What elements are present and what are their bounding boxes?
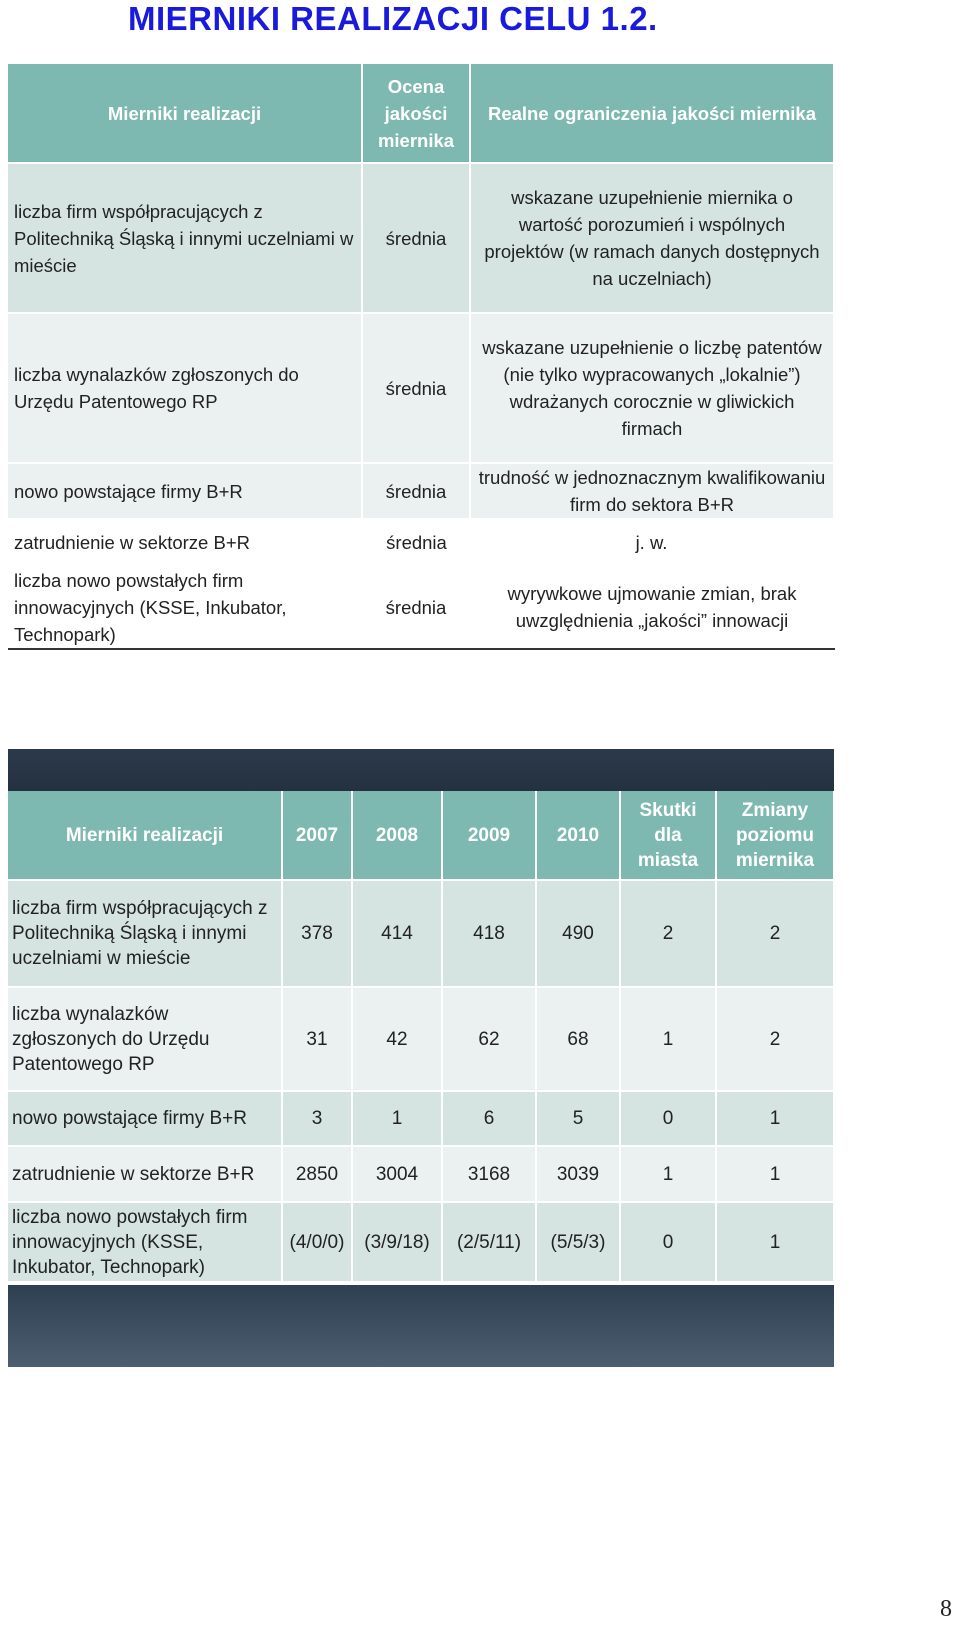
value-2008: 1 (352, 1091, 442, 1146)
page-title: MIERNIKI REALIZACJI CELU 1.2. (128, 0, 658, 37)
rating-cell: średnia (362, 565, 470, 649)
quality-table-header (8, 64, 834, 163)
header-2009: 2009 (442, 791, 536, 880)
limitation-cell: j. w. (470, 519, 834, 565)
table-row (8, 565, 834, 649)
slide-band-bottom (8, 1285, 834, 1367)
table-row (8, 880, 834, 987)
header-measures: Mierniki realizacji (8, 791, 282, 880)
changes-cell: 1 (716, 1146, 834, 1202)
value-2010: 5 (536, 1091, 620, 1146)
measure-cell: nowo powstające firmy B+R (8, 463, 362, 519)
value-2007: 2850 (282, 1146, 352, 1202)
page-number: 8 (940, 1596, 952, 1622)
header-measures: Mierniki realizacji (8, 64, 362, 163)
header-2010: 2010 (536, 791, 620, 880)
header-limitations: Realne ograniczenia jakości miernika (470, 64, 834, 163)
slide-band-top (8, 749, 834, 791)
values-table (8, 791, 835, 1283)
value-2008: 3004 (352, 1146, 442, 1202)
table-row (8, 1091, 834, 1146)
value-2009: 3168 (442, 1146, 536, 1202)
table-row (8, 519, 834, 565)
value-2007: (4/0/0) (282, 1202, 352, 1282)
value-2009: 418 (442, 880, 536, 987)
measure-cell: zatrudnienie w sektorze B+R (8, 519, 362, 565)
effects-cell: 2 (620, 880, 716, 987)
value-2010: (5/5/3) (536, 1202, 620, 1282)
table-row (8, 1146, 834, 1202)
value-2009: 62 (442, 987, 536, 1091)
effects-cell: 0 (620, 1091, 716, 1146)
table-row (8, 1202, 834, 1282)
effects-cell: 0 (620, 1202, 716, 1282)
changes-cell: 2 (716, 880, 834, 987)
measure-cell: liczba firm współpracujących z Politechniką Śląską i innymi uczelniami w mieście (8, 163, 362, 313)
value-2010: 3039 (536, 1146, 620, 1202)
rating-cell: średnia (362, 313, 470, 463)
header-2007: 2007 (282, 791, 352, 880)
measure-cell: zatrudnienie w sektorze B+R (8, 1146, 282, 1202)
effects-cell: 1 (620, 987, 716, 1091)
effects-cell: 1 (620, 1146, 716, 1202)
values-table-header (8, 791, 834, 880)
value-2009: (2/5/11) (442, 1202, 536, 1282)
measure-cell: liczba nowo powstałych firm innowacyjnych (KSSE, Inkubator, Technopark) (8, 1202, 282, 1282)
value-2007: 31 (282, 987, 352, 1091)
limitation-cell: wskazane uzupełnienie miernika o wartość porozumień i wspólnych projektów (w ramach danych dostępnych na uczelniach) (470, 163, 834, 313)
value-2007: 378 (282, 880, 352, 987)
value-2010: 490 (536, 880, 620, 987)
measure-cell: liczba firm współpracujących z Politechniką Śląską i innymi uczelniami w mieście (8, 880, 282, 987)
changes-cell: 2 (716, 987, 834, 1091)
limitation-cell: wyrywkowe ujmowanie zmian, brak uwzględnienia „jakości” innowacji (470, 565, 834, 649)
header-changes: Zmiany poziomu miernika (716, 791, 834, 880)
value-2010: 68 (536, 987, 620, 1091)
table-row (8, 987, 834, 1091)
limitation-cell: trudność w jednoznacznym kwalifikowaniu firm do sektora B+R (470, 463, 834, 519)
value-2008: (3/9/18) (352, 1202, 442, 1282)
changes-cell: 1 (716, 1202, 834, 1282)
value-2008: 42 (352, 987, 442, 1091)
changes-cell: 1 (716, 1091, 834, 1146)
measure-cell: nowo powstające firmy B+R (8, 1091, 282, 1146)
rating-cell: średnia (362, 519, 470, 565)
header-effects: Skutki dla miasta (620, 791, 716, 880)
table-row (8, 163, 834, 313)
table-row (8, 463, 834, 519)
table-row (8, 313, 834, 463)
value-2007: 3 (282, 1091, 352, 1146)
measure-cell: liczba nowo powstałych firm innowacyjnych (KSSE, Inkubator, Technopark) (8, 565, 362, 649)
value-2009: 6 (442, 1091, 536, 1146)
rating-cell: średnia (362, 163, 470, 313)
value-2008: 414 (352, 880, 442, 987)
header-2008: 2008 (352, 791, 442, 880)
header-rating: Ocena jakości miernika (362, 64, 470, 163)
quality-table (8, 64, 835, 650)
rating-cell: średnia (362, 463, 470, 519)
limitation-cell: wskazane uzupełnienie o liczbę patentów (nie tylko wypracowanych „lokalnie”) wdrażanych corocznie w gliwickich firmach (470, 313, 834, 463)
measure-cell: liczba wynalazków zgłoszonych do Urzędu Patentowego RP (8, 987, 282, 1091)
measure-cell: liczba wynalazków zgłoszonych do Urzędu Patentowego RP (8, 313, 362, 463)
